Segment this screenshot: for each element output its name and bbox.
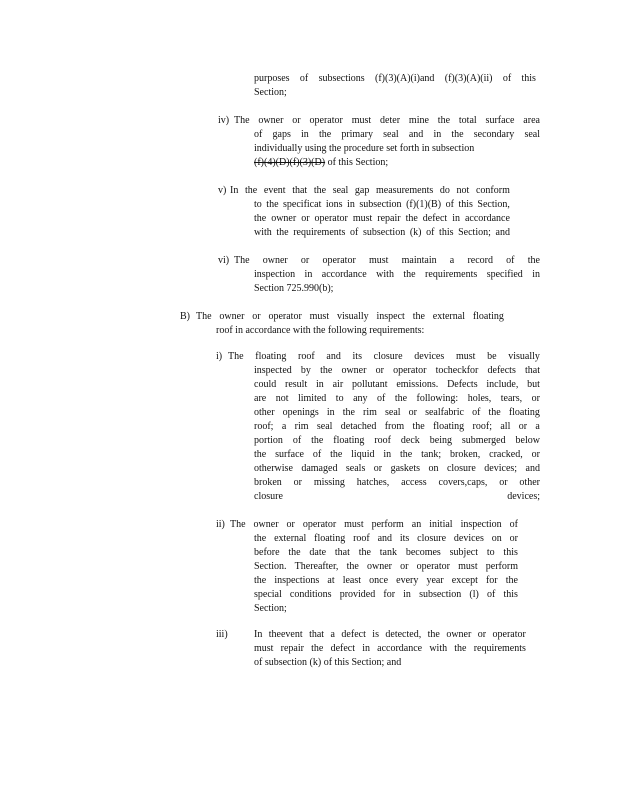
item-iii-line: of subsection (k) of this Section; and [254,657,402,668]
item-ii-line: the inspections at least once every year except for the [254,575,518,586]
item-v-marker: v) [218,185,227,196]
item-ii-line: special conditions provided for in subsection (l) of this [254,589,518,600]
item-vi-marker: vi) [218,255,230,266]
item-v-line: to the specificat ions in subsection (f)(1)(B) of this Section, [254,199,510,210]
item-ii-line: the external floating roof and its closure devices on or [254,533,518,544]
item-i-line: closure devices; [254,491,540,502]
item-i-line: otherwise damaged seals or gaskets on closure devices; and [254,463,540,474]
item-i-first-line: The floating roof and its closure devices must be visually [228,351,540,362]
item-B-line: roof in accordance with the following requirements: [216,325,425,336]
struck-reference: (f)(4)(D)(f)(3)(D) [254,157,326,168]
item-ii-line: before the date that the tank becomes subject to this [254,547,518,558]
item-v-first-line: In the event that the seal gap measurements do not conform [230,185,510,196]
item-i-line: are not limited to any of the following: holes, tears, or [254,393,540,404]
item-v-line: the owner or operator must repair the defect in accordance [254,213,510,224]
item-iii-marker: iii) [216,629,228,640]
continuation-line: purposes of subsections (f)(3)(A)(i)and (f)(3)(A)(ii) of this [254,73,536,84]
item-i-line: the surface of the liquid in the tank; broken, cracked, or [254,449,540,460]
item-vi-first-line: The owner or operator must maintain a record of the [234,255,540,266]
item-i-line: portion of the floating roof deck being submerged below [254,435,540,446]
item-vi-line: inspection in accordance with the requirements specified in [254,269,540,280]
item-iii-line: must repair the defect in accordance with the requirements [254,643,526,654]
item-i-line: broken or missing hatches, access covers,caps, or other [254,477,540,488]
item-iv-first-line: The owner or operator must deter mine the total surface area [234,115,540,126]
item-i-marker: i) [216,351,223,362]
item-ii-line: Section. Thereafter, the owner or operator must perform [254,561,518,572]
item-iv-line: individually using the procedure set forth in subsection [254,143,475,154]
item-v-line: with the requirements of subsection (k) of this Section; and [254,227,510,238]
item-ii-marker: ii) [216,519,225,530]
item-iv-last-line [254,156,388,170]
item-iii-first-line: In theevent that a defect is detected, the owner or operator [254,629,526,640]
item-i-line: roof; a rim seal detached from the floating roof; all or a [254,421,540,432]
item-ii-line: Section; [254,603,287,614]
item-B-first-line: The owner or operator must visually inspect the external floating [196,311,504,322]
continuation-line: Section; [254,87,287,98]
item-iv-tail: of this Section; [325,157,389,168]
item-iv-line: of gaps in the primary seal and in the secondary seal [254,129,540,140]
item-ii-first-line: The owner or operator must perform an initial inspection of [230,519,518,530]
item-i-line: inspected by the owner or operator tocheckfor defects that [254,365,540,376]
item-iv-marker: iv) [218,115,230,126]
item-B-marker: B) [180,311,190,322]
item-i-line: other openings in the rim seal or sealfabric of the floating [254,407,540,418]
item-i-line: could result in air pollutant emissions. Defects include, but [254,379,540,390]
item-vi-line: Section 725.990(b); [254,283,334,294]
